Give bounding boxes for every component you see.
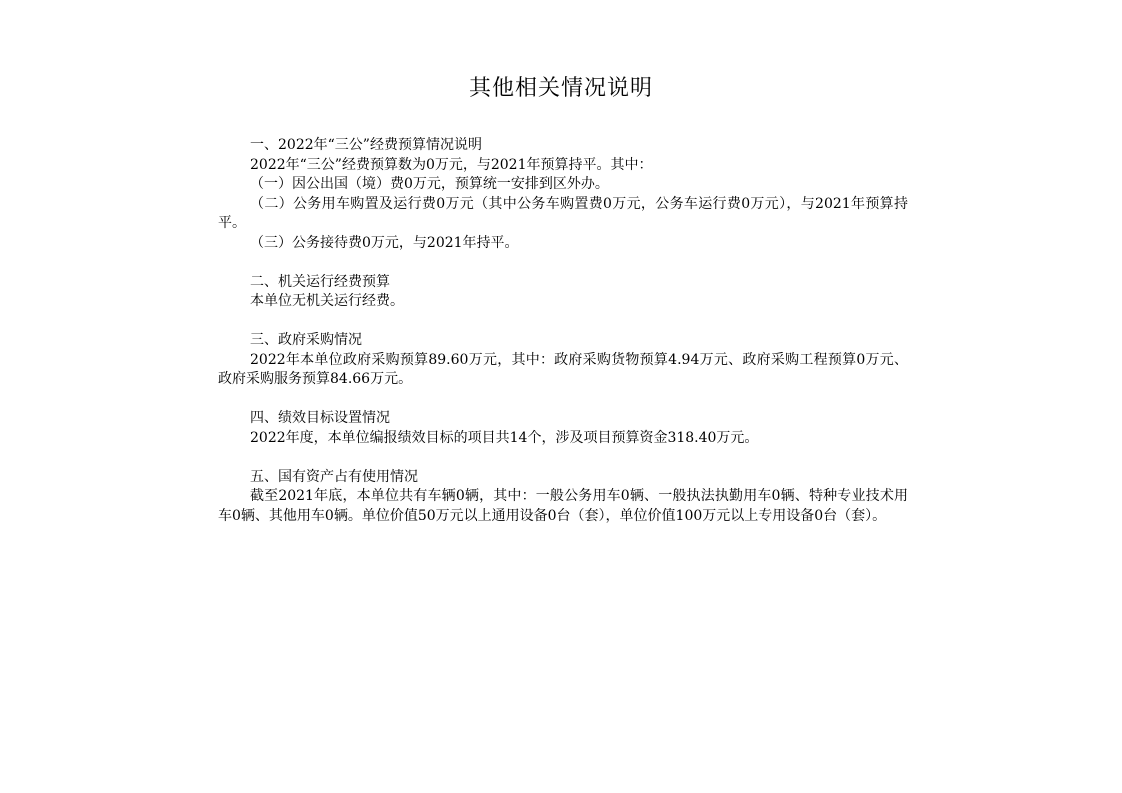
section-three-public-expenses: [218, 136, 908, 253]
paragraph: 2022年度，本单位编报绩效目标的项目共14个，涉及项目预算资金318.40万元。: [250, 429, 759, 446]
section-state-assets: [218, 468, 908, 527]
paragraph: 本单位无机关运行经费。: [250, 293, 404, 309]
section-heading: 三、政府采购情况: [250, 332, 362, 348]
document-body: [218, 136, 908, 526]
section-government-procurement: [218, 331, 908, 390]
paragraph: 2022年本单位政府采购预算89.60万元，其中：政府采购货物预算4.94万元、政府采购工程预算0万元、政府采购服务预算84.66万元。: [218, 351, 908, 387]
spacer: [218, 253, 908, 273]
paragraph: （三）公务接待费0万元，与2021年持平。: [250, 234, 519, 251]
page-title: 其他相关情况说明: [468, 76, 653, 101]
section-performance-targets: [218, 409, 908, 448]
section-heading: 五、国有资产占有使用情况: [250, 468, 418, 485]
section-heading: 一、2022年“三公”经费预算情况说明: [250, 137, 482, 153]
section-operating-expenses: [218, 273, 908, 312]
paragraph: （一）因公出国（境）费0万元，预算统一安排到区外办。: [250, 176, 609, 192]
spacer: [218, 312, 908, 332]
spacer: [218, 390, 908, 410]
paragraph: 2022年“三公”经费预算数为0万元，与2021年预算持平。其中：: [250, 156, 653, 173]
section-heading: 四、绩效目标设置情况: [250, 410, 390, 426]
paragraph: 截至2021年底，本单位共有车辆0辆，其中：一般公务用车0辆、一般执法执勤用车0辆、特种专业技术用车0辆、其他用车0辆。单位价值50万元以上通用设备0台（套），单位价值100万元以上专用设备0台（套）。: [218, 488, 908, 524]
spacer: [218, 448, 908, 468]
paragraph: （二）公务用车购置及运行费0万元（其中公务车购置费0万元，公务车运行费0万元），与2021年预算持平。: [218, 195, 908, 231]
section-heading: 二、机关运行经费预算: [250, 273, 390, 290]
